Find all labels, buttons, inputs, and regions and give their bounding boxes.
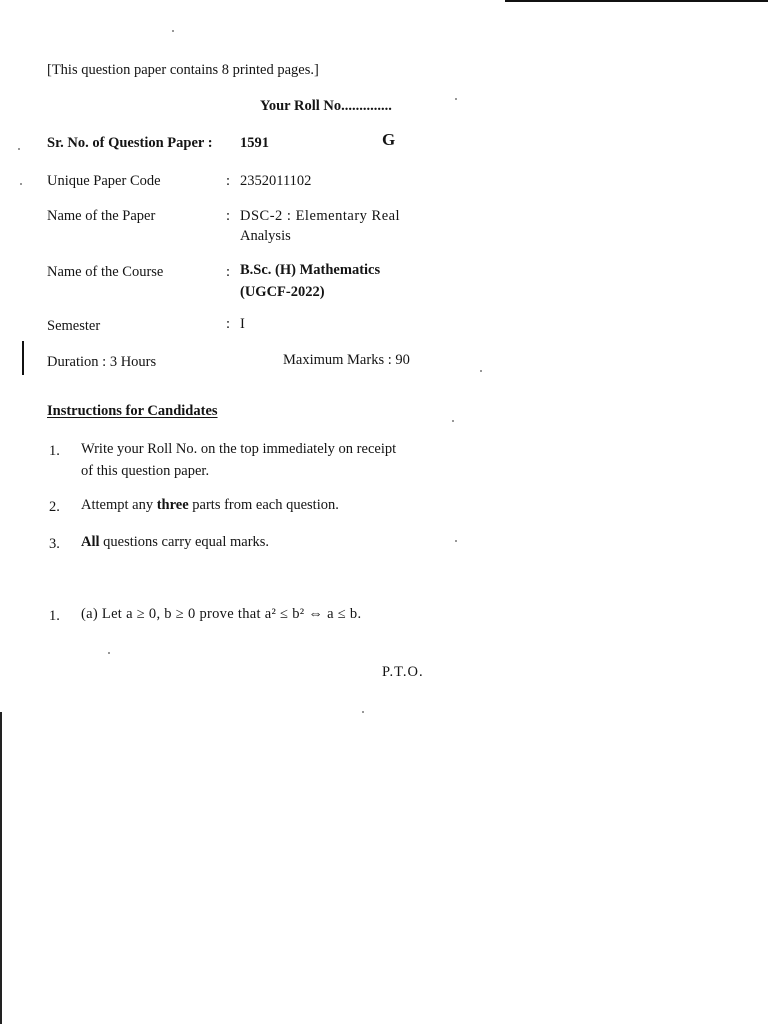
instruction-3 (81, 534, 269, 551)
page-turn-over: P.T.O. (382, 664, 424, 680)
scan-speck (108, 652, 110, 654)
scan-speck (18, 148, 20, 150)
detail-value-course-line2: (UGCF-2022) (240, 284, 325, 300)
detail-label-semester: Semester (47, 318, 101, 334)
maximum-marks: Maximum Marks : 90 (283, 352, 410, 368)
detail-label-paper-name: Name of the Paper (47, 208, 156, 224)
scan-speck (455, 540, 457, 542)
detail-label-course: Name of the Course (47, 264, 164, 280)
instruction-number: 2. (49, 499, 60, 515)
scan-speck (455, 98, 457, 100)
detail-value-paper-name: DSC-2 : Elementary Real (240, 208, 401, 224)
scan-speck (172, 30, 174, 32)
detail-sep: : (226, 316, 231, 332)
instruction-1-line2: of this question paper. (81, 463, 210, 479)
scan-speck (362, 711, 364, 713)
detail-sep: : (226, 208, 231, 224)
scan-left-edge (0, 712, 2, 1024)
scan-top-rule (505, 0, 768, 2)
detail-sep: : (226, 173, 231, 189)
sr-no-value: 1591 (240, 135, 269, 151)
instruction-3-post: questions carry equal marks. (99, 534, 270, 550)
instruction-2-emphasis: three (156, 497, 189, 513)
detail-value-paper-name-line2: Analysis (240, 228, 291, 244)
instruction-3-emphasis: All (81, 534, 100, 550)
instruction-2 (81, 497, 339, 514)
detail-label-paper-code: Unique Paper Code (47, 173, 161, 189)
instructions-heading: Instructions for Candidates (47, 403, 218, 419)
instruction-2-pre: Attempt any (81, 497, 157, 513)
instruction-number: 1. (49, 443, 60, 459)
question-1a: (a) Let a ≥ 0, b ≥ 0 prove that a² ≤ b² ⇔ a ≤ b. (81, 606, 362, 622)
detail-value-paper-code: 2352011102 (240, 173, 312, 189)
sr-no-label: Sr. No. of Question Paper : (47, 135, 213, 151)
scan-speck (480, 370, 482, 372)
margin-mark (22, 341, 24, 375)
set-code: G (382, 130, 396, 149)
scan-speck (20, 183, 22, 185)
detail-sep: : (226, 264, 231, 280)
instruction-1-line1: Write your Roll No. on the top immediately on receipt (81, 441, 397, 457)
pages-note: [This question paper contains 8 printed pages.] (47, 62, 319, 78)
duration: Duration : 3 Hours (47, 354, 157, 370)
scan-speck (452, 420, 454, 422)
instruction-2-post: parts from each question. (188, 497, 339, 513)
detail-value-course: B.Sc. (H) Mathematics (240, 262, 381, 278)
roll-number-line: Your Roll No.............. (260, 98, 392, 114)
detail-value-semester: I (240, 316, 245, 332)
instruction-number: 3. (49, 536, 60, 552)
question-number: 1. (49, 608, 60, 624)
